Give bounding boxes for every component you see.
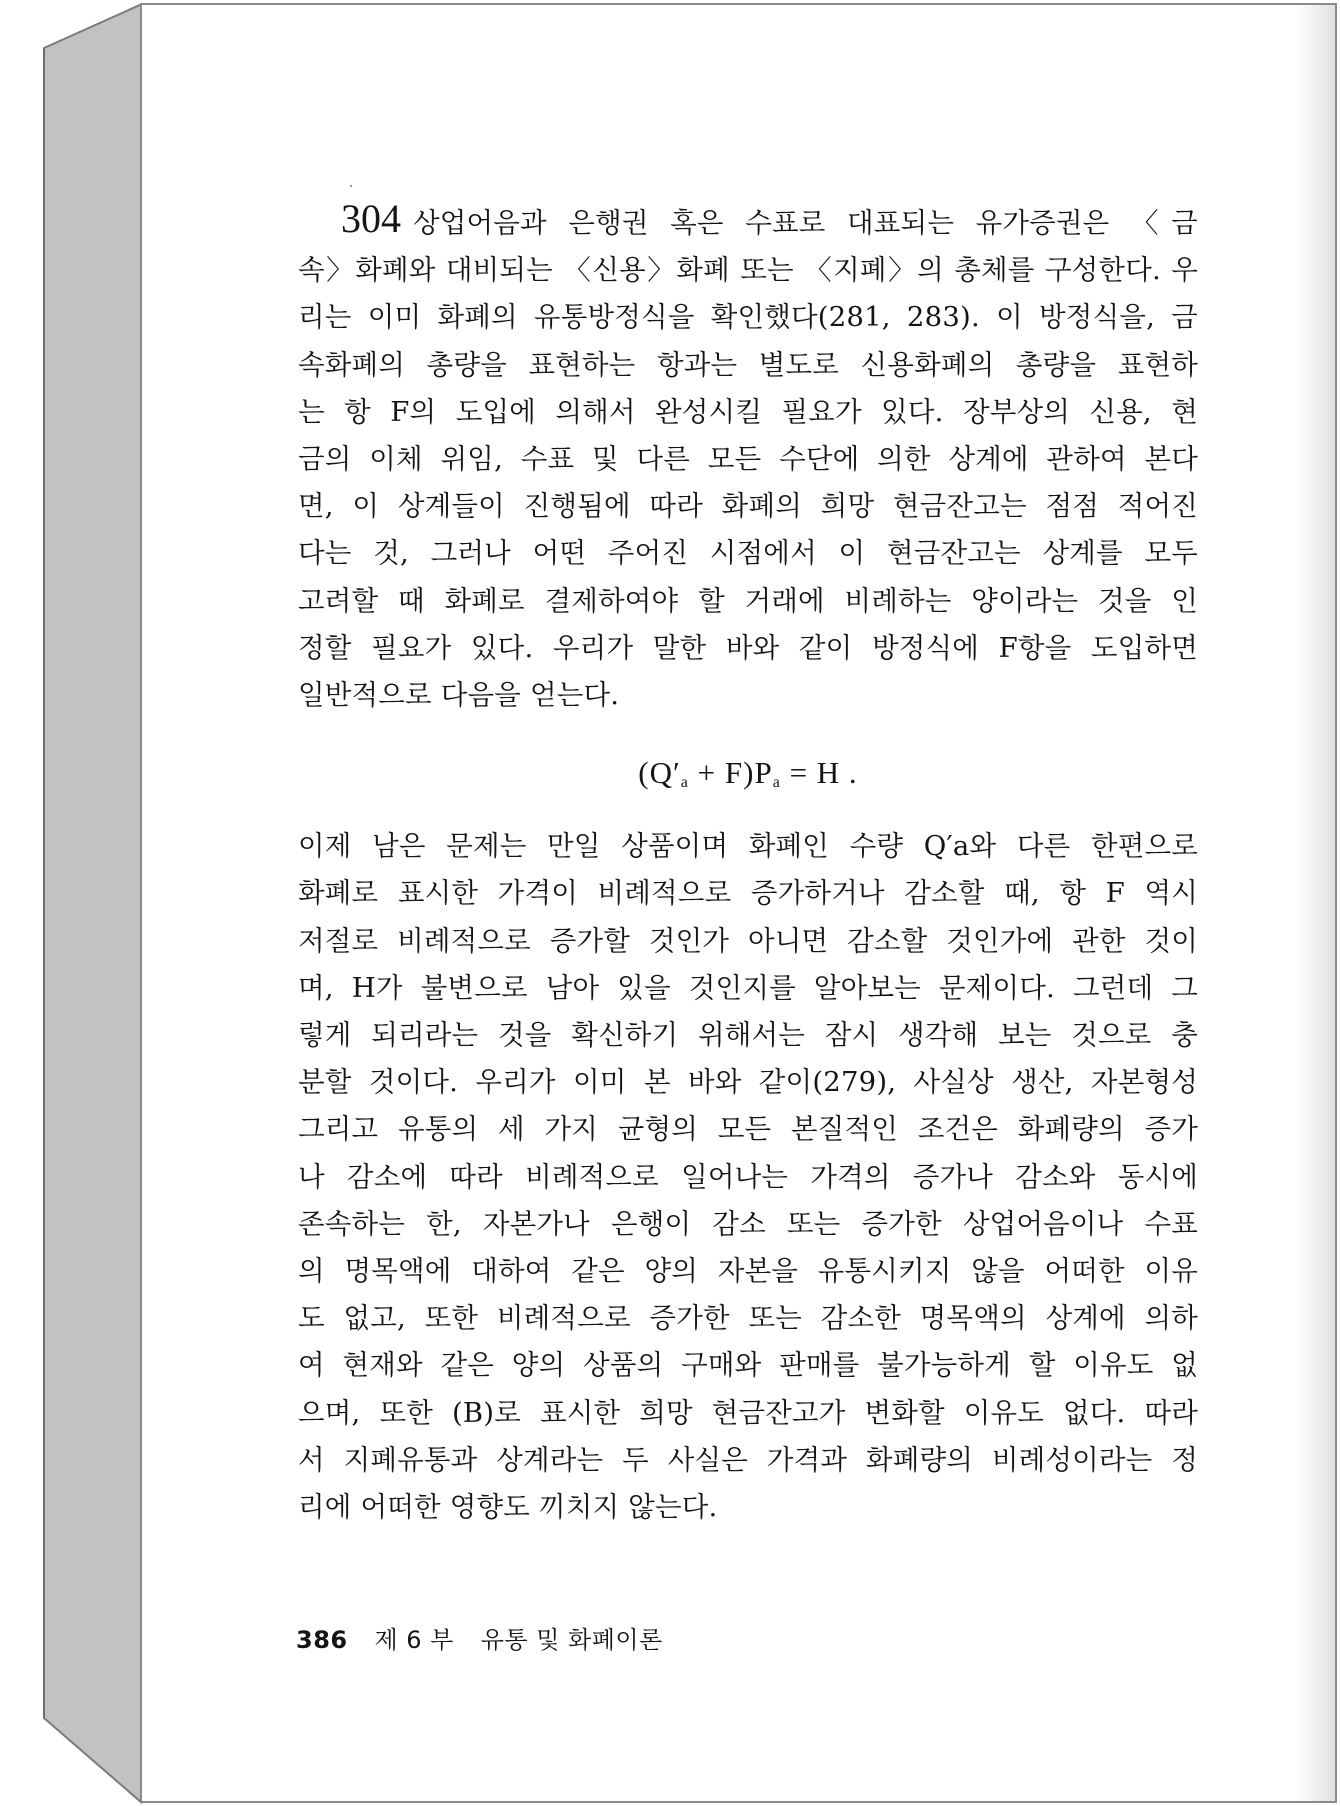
paragraph-line: 다는 것, 그러나 어떤 주어진 시점에서 이 현금잔고는 상계를 모두: [298, 537, 1198, 570]
paragraph-line: 304 상업어음과 은행권 혹은 수표로 대표되는 유가증권은 〈금: [341, 196, 1198, 241]
paragraph-line: 화폐로 표시한 가격이 비례적으로 증가하거나 감소할 때, 항 F 역시: [298, 877, 1198, 910]
equation: $(Q'_a + F)P_a = H$ .: [638, 755, 858, 792]
scan-speck: [350, 185, 352, 187]
paragraph-line: 리에 어떠한 영향도 끼치지 않는다.: [298, 1491, 718, 1524]
paragraph-line: 는 항 F의 도입에 의해서 완성시킬 필요가 있다. 장부상의 신용, 현: [298, 395, 1198, 428]
paragraph-line: 여 현재와 같은 양의 상품의 구매와 판매를 불가능하게 할 이유도 없: [298, 1349, 1198, 1382]
section-number: 304: [341, 196, 401, 241]
paragraph-line: 그리고 유통의 세 가지 균형의 모든 본질적인 조건은 화폐량의 증가: [298, 1113, 1198, 1146]
paragraph-line: 면, 이 상계들이 진행됨에 따라 화폐의 희망 현금잔고는 점점 적어진: [298, 490, 1198, 523]
page-edge-shadow: [1297, 5, 1335, 1801]
paragraph-line: 나 감소에 따라 비례적으로 일어나는 가격의 증가나 감소와 동시에: [298, 1160, 1198, 1193]
paragraph-line: 도 없고, 또한 비례적으로 증가한 또는 감소한 명목액의 상계에 의하: [298, 1302, 1198, 1335]
paragraph-line: 으며, 또한 (B)로 표시한 희망 현금잔고가 변화할 이유도 없다. 따라: [298, 1396, 1198, 1429]
page-body: [298, 195, 1198, 1531]
paragraph-line: 저절로 비례적으로 증가할 것인가 아니면 감소할 것인가에 관한 것이: [298, 924, 1198, 957]
paragraph-line: 존속하는 한, 자본가나 은행이 감소 또는 증가한 상업어음이나 수표: [298, 1207, 1198, 1240]
part-label: 제 6 부: [374, 1626, 454, 1654]
paragraph-line: 속화폐의 총량을 표현하는 항과는 별도로 신용화폐의 총량을 표현하: [298, 348, 1198, 381]
paragraph-line: 며, H가 불변으로 남아 있을 것인지를 알아보는 문제이다. 그런데 그: [298, 971, 1198, 1004]
paragraph-line: 의 명목액에 대하여 같은 양의 자본을 유통시키지 않을 어떠한 이유: [298, 1255, 1198, 1288]
paragraph-line: 속〉화폐와 대비되는 〈신용〉화폐 또는 〈지폐〉의 총체를 구성한다. 우: [298, 254, 1198, 287]
paragraph-line: 분할 것이다. 우리가 이미 본 바와 같이(279), 사실상 생산, 자본형성: [298, 1066, 1198, 1099]
paragraph-line: 이제 남은 문제는 만일 상품이며 화폐인 수량 Q′a와 다른 한편으로: [298, 830, 1198, 863]
paragraph-line: 서 지폐유통과 상계라는 두 사실은 가격과 화폐량의 비례성이라는 정: [298, 1443, 1198, 1476]
paragraph-line: 정할 필요가 있다. 우리가 말한 바와 같이 방정식에 F항을 도입하면: [298, 631, 1198, 664]
book-spine-edge: [0, 0, 142, 1806]
paragraph-line: 금의 이체 위임, 수표 및 다른 모든 수단에 의한 상계에 관하여 본다: [298, 443, 1198, 476]
paragraph-line: 리는 이미 화폐의 유통방정식을 확인했다(281, 283). 이 방정식을, 금: [298, 301, 1198, 334]
page-footer: [296, 1620, 663, 1655]
paragraph-304: [298, 195, 1198, 719]
running-title: 유통 및 화폐이론: [480, 1626, 663, 1654]
paragraph-line: 렇게 되리라는 것을 확신하기 위해서는 잠시 생각해 보는 것으로 충: [298, 1019, 1198, 1052]
page-number: 386: [296, 1626, 348, 1654]
paragraph-line: 고려할 때 화폐로 결제하여야 할 거래에 비례하는 양이라는 것을 인: [298, 584, 1198, 617]
paragraph-line: 일반적으로 다음을 얻는다.: [298, 679, 620, 712]
paragraph-continuation: [298, 823, 1198, 1531]
